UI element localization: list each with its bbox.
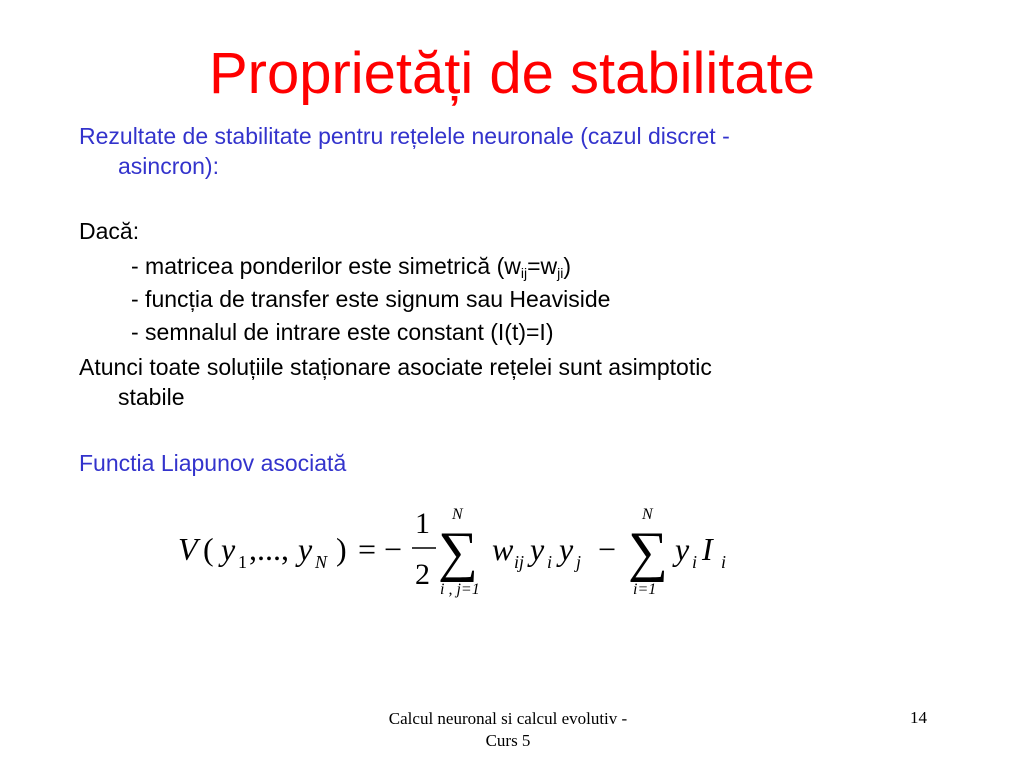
slide-page-number: 14 (910, 708, 927, 727)
conclusion-line-1: Atunci toate soluțiile staționare asociate rețelei sunt asimptotic (79, 354, 712, 380)
formula-I: I (702, 531, 713, 567)
formula-numerator: 1 (415, 507, 430, 540)
formula-yi: y (530, 531, 545, 567)
condition-1-text: - matricea ponderilor este simetrică (w (131, 253, 521, 279)
intro-text (79, 121, 730, 181)
formula-yj-sub: j (576, 552, 582, 572)
daca-label: Dacă: (79, 218, 140, 244)
condition-1-close: ) (563, 253, 572, 279)
formula-sum2-lower: i=1 (633, 581, 657, 598)
formula-equals-minus: = − (358, 531, 403, 567)
conclusion-line-2: stabile (118, 384, 185, 410)
formula-denominator: 2 (415, 558, 430, 591)
formula-yj: y (559, 531, 574, 567)
formula-sum2-upper: N (642, 506, 653, 523)
formula-sub-1: 1 (238, 552, 247, 572)
formula-sum1-upper: N (452, 506, 463, 523)
formula-close-paren: ) (336, 531, 347, 567)
condition-1-sub-ji: ji (557, 265, 564, 281)
lyapunov-heading: Functia Liapunov asociată (79, 450, 347, 476)
slide-title: Proprietăți de stabilitate (208, 41, 816, 106)
formula-w: w (492, 531, 514, 567)
formula-minus: − (598, 531, 617, 567)
formula-y1: y (221, 531, 236, 567)
formula-sub-N: N (315, 552, 328, 572)
formula-V: V (178, 531, 198, 567)
intro-line-1: Rezultate de stabilitate pentru rețelele neuronale (cazul discret - (79, 123, 730, 149)
condition-symmetric-weights (79, 251, 610, 281)
formula-sum1-lower: i , j=1 (440, 581, 480, 598)
formula-I-sub: i (721, 552, 727, 572)
formula-dots: ,..., (249, 531, 289, 567)
formula-w-sub: ij (514, 552, 525, 572)
formula-sum2-symbol: ∑ (628, 521, 668, 583)
condition-constant-input: - semnalul de intrare este constant (I(t)=I) (131, 319, 554, 345)
conditions-block (79, 216, 610, 347)
formula-y-last: y (675, 531, 690, 567)
lyapunov-formula (170, 500, 740, 600)
formula-yi-sub: i (547, 552, 553, 572)
conclusion-text (79, 352, 712, 412)
condition-1-sub-ij: ij (520, 265, 528, 281)
condition-transfer-function: - funcția de transfer este signum sau Heaviside (131, 286, 611, 312)
condition-1-eq: =w (527, 253, 558, 279)
formula-sum1-symbol: ∑ (438, 521, 478, 583)
formula-y-last-sub: i (692, 552, 698, 572)
formula-yN: y (298, 531, 313, 567)
intro-line-2: asincron): (118, 153, 219, 179)
footer-course-title: Calcul neuronal si calcul evolutiv - Curs 5 (388, 709, 628, 750)
formula-open-paren: ( (203, 531, 214, 567)
